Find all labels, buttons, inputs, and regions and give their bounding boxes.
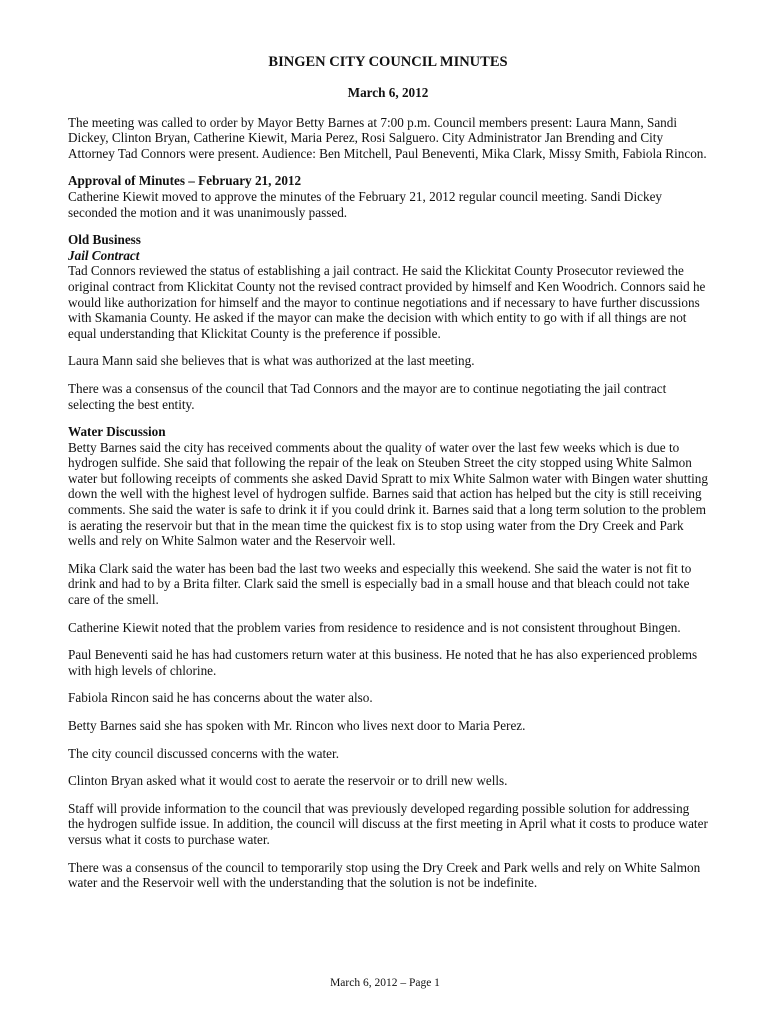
jail-contract-heading: Jail Contract <box>68 247 140 263</box>
water-paragraph-9: Staff will provide information to the council that was previously developed regarding possible solution for addressing the hydrogen sulfide issue. In addition, the council will discuss at the first meeting in April what it costs to produce water versus what it costs to purchase water. <box>68 800 708 847</box>
water-paragraph-8: Clinton Bryan asked what it would cost to aerate the reservoir or to drill new wells. <box>68 773 508 789</box>
approval-heading: Approval of Minutes – February 21, 2012 <box>68 173 302 189</box>
approval-paragraph: Catherine Kiewit moved to approve the minutes of the February 21, 2012 regular council meeting. Sandi Dickey seconded the motion and it was unanimously passed. <box>68 188 663 220</box>
document-title: BINGEN CITY COUNCIL MINUTES <box>268 54 508 70</box>
water-paragraph-10: There was a consensus of the council to temporarily stop using the Dry Creek and Park wells and rely on White Salmon water and the Reservoir well with the understanding that the solution is not be indefinite. <box>68 859 701 891</box>
jail-paragraph-3: There was a consensus of the council that Tad Connors and the mayor are to continue negotiating the jail contract selecting the best entity. <box>68 380 667 412</box>
water-paragraph-2: Mika Clark said the water has been bad the last two weeks and especially this weekend. She said the water is not fit to drink and had to by a Brita filter. Clark said the smell is especially bad in a small house and that bleach could not take care of the smell. <box>68 560 692 608</box>
jail-paragraph-1: Tad Connors reviewed the status of establishing a jail contract. He said the Klickitat County Prosecutor reviewed the original contract from Klickitat County not the revised contract provided by himself and Ken Woodrich. Connors said he would like authorization for himself and the mayor to continue negotiations and if necessary to have further discussions with Skamania County. He asked if the mayor can make the decision with which entity to go with if all things are not equal understanding that Klickitat County is the preference if possible. <box>68 263 706 341</box>
water-paragraph-4: Paul Beneventi said he has had customers return water at this business. He noted that he has also experienced problems with high levels of chlorine. <box>68 647 698 678</box>
water-discussion-heading: Water Discussion <box>68 424 166 440</box>
water-paragraph-6: Betty Barnes said she has spoken with Mr. Rincon who lives next door to Maria Perez. <box>68 718 526 733</box>
water-paragraph-1: Betty Barnes said the city has received comments about the quality of water over the last few weeks which is due to hydrogen sulfide. She said that following the repair of the leak on Steuben Street the city stopped using White Salmon water but following receipts of comments she asked David Spratt to mix White Salmon water with Bingen water shutting down the well with the highest level of hydrogen sulfide. Barnes said that action has helped but the city is still receiving comments. She said the water is safe to drink it if you could drink it. Barnes said that a long term solution to the problem is aerating the reservoir but that in the mean time the quickest fix is to stop using water from the Dry Creek and Park wells and rely on White Salmon water and the Reservoir well. <box>68 439 708 549</box>
meeting-date: March 6, 2012 <box>347 85 429 100</box>
water-paragraph-5: Fabiola Rincon said he has concerns about the water also. <box>68 690 373 706</box>
document-body <box>68 54 708 891</box>
intro-paragraph: The meeting was called to order by Mayor Betty Barnes at 7:00 p.m. Council members present: Laura Mann, Sandi Dickey, Clinton Bryan, Catherine Kiewit, Maria Perez, Rosi Salguero. City Administrator Jan Brending and City Attorney Tad Connors were present. Audience: Ben Mitchell, Paul Beneventi, Mika Clark, Missy Smith, Fabiola Rincon. <box>68 114 707 161</box>
water-paragraph-7: The city council discussed concerns with the water. <box>68 745 339 761</box>
old-business-heading: Old Business <box>68 232 141 248</box>
water-paragraph-3: Catherine Kiewit noted that the problem varies from residence to residence and is not consistent throughout Bingen. <box>68 619 681 635</box>
jail-paragraph-2: Laura Mann said she believes that is what was authorized at the last meeting. <box>68 353 475 369</box>
page-footer: March 6, 2012 – Page 1 <box>330 977 440 989</box>
